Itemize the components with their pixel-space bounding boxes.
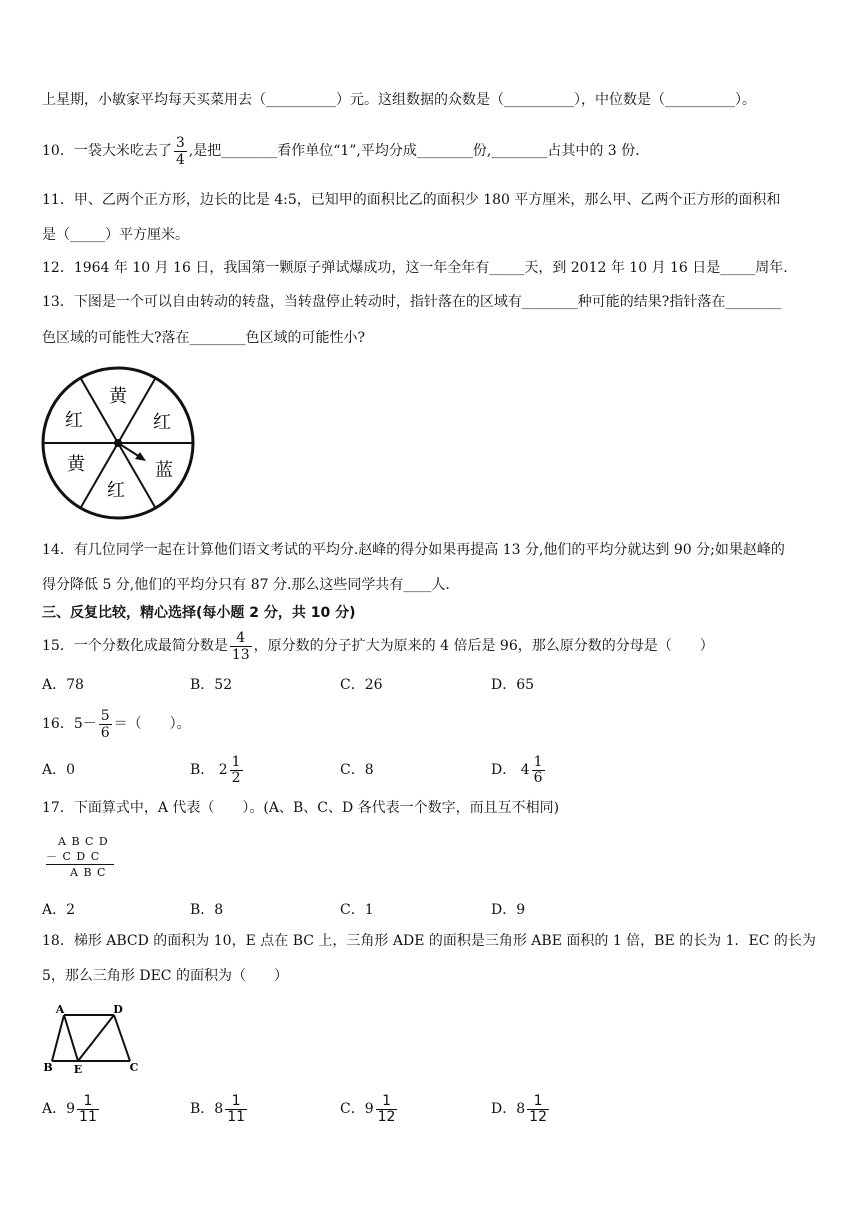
question-12: 12．1964 年 10 月 16 日，我国第一颗原子弹试爆成功，这一年全年有_____天，到 2012 年 10 月 16 日是_____周年.: [42, 260, 788, 276]
question-10-text: 一袋大米吃去了: [73, 143, 172, 159]
subtraction-row-2: － C D C: [46, 849, 114, 865]
spinner-sector-top: 黄: [109, 386, 127, 407]
question-14-line2: 得分降低 5 分,他们的平均分只有 87 分.那么这些同学共有____人.: [42, 577, 450, 593]
question-10-number: 10．: [42, 143, 74, 159]
spinner-figure: [40, 364, 200, 524]
spinner-sector-lower-left: 黄: [67, 454, 85, 475]
question-15-options: [42, 672, 822, 698]
subtraction-row-1: A B C D: [58, 835, 109, 848]
question-13-line1: 13．下图是一个可以自由转动的转盘，当转盘停止转动时，指针落在的区域有________种可能的结果?指针落在________: [42, 294, 782, 310]
vertex-d-label: D: [113, 1003, 123, 1016]
spinner-sector-upper-left: 红: [65, 410, 83, 431]
spinner-sector-bottom: 红: [107, 480, 125, 501]
vertex-e-label: E: [73, 1063, 83, 1075]
question-15: [42, 628, 714, 664]
fraction-5-6: $\frac{5}{6}$: [100, 707, 110, 741]
option-b[interactable]: B．52: [190, 677, 233, 693]
question-18-line1: 18．梯形 ABCD 的面积为 10，E 点在 BC 上，三角形 ADE 的面积是三角形 ABE 面积的 1 倍，BE 的长为 1．EC 的长为: [42, 933, 816, 949]
question-17: 17．下面算式中，A 代表（ ）。(A、B、C、D 各代表一个数字，而且互不相同): [42, 800, 560, 816]
spinner-sector-lower-right: 蓝: [155, 460, 173, 481]
option-a[interactable]: A．78: [42, 677, 84, 693]
question-15-text: 15．一个分数化成最简分数是: [42, 638, 228, 654]
option-c[interactable]: C．26: [340, 677, 383, 693]
option-d[interactable]: D．8 $\frac{1}{12}$: [491, 1092, 547, 1125]
question-13-line2: 色区域的可能性大?落在________色区域的可能性小?: [42, 330, 366, 346]
spinner-sector-upper-right: 红: [153, 412, 171, 433]
vertex-b-label: B: [43, 1061, 53, 1074]
question-17-options: [42, 897, 822, 923]
question-18-options: [42, 1088, 822, 1130]
option-a[interactable]: A．9 $\frac{1}{11}$: [42, 1092, 97, 1125]
option-c[interactable]: C．9 $\frac{1}{12}$: [340, 1092, 396, 1125]
question-16-rest: ＝（ ）。: [113, 716, 191, 732]
subtraction-figure: [46, 834, 126, 880]
subtraction-row-3: A B C: [70, 866, 107, 879]
fraction-3-4: $\frac{3}{4}$: [175, 134, 185, 168]
question-10-rest: ,是把________看作单位“1”,平均分成________份,________占其中的 3 份.: [188, 143, 640, 159]
trapezoid-figure: [42, 1003, 142, 1075]
question-10: [42, 134, 640, 168]
question-11-line1: 11．甲、乙两个正方形，边长的比是 4:5，已知甲的面积比乙的面积少 180 平方厘米，那么甲、乙两个正方形的面积和: [42, 192, 781, 208]
question-9-continuation: 上星期，小敏家平均每天买菜用去（__________）元。这组数据的众数是（__________），中位数是（__________）。: [42, 92, 756, 108]
option-d[interactable]: D． 4 $\frac{1}{6}$: [491, 753, 543, 786]
option-a[interactable]: A．2: [42, 902, 76, 918]
question-14-line1: 14．有几位同学一起在计算他们语文考试的平均分.赵峰的得分如果再提高 13 分,他们的平均分就达到 90 分;如果赵峰的: [42, 542, 785, 558]
question-11-line2: 是（_____）平方厘米。: [42, 227, 189, 243]
option-b[interactable]: B．8 $\frac{1}{11}$: [190, 1092, 246, 1125]
section-3-heading: 三、反复比较，精心选择(每小题 2 分，共 10 分): [42, 605, 356, 621]
option-c[interactable]: C．8: [340, 762, 374, 778]
question-16-options: [42, 750, 822, 790]
option-d[interactable]: D．9: [491, 902, 526, 918]
option-a[interactable]: A．0: [42, 762, 76, 778]
option-c[interactable]: C．1: [340, 902, 374, 918]
vertex-a-label: A: [55, 1003, 65, 1016]
question-16-text: 16．5－: [42, 716, 97, 732]
option-b[interactable]: B．8: [190, 902, 224, 918]
option-b[interactable]: B． 2 $\frac{1}{2}$: [190, 753, 241, 786]
option-d[interactable]: D．65: [491, 677, 535, 693]
fraction-4-13: $\frac{4}{13}$: [231, 629, 250, 663]
question-16: [42, 706, 191, 742]
question-18-line2: 5，那么三角形 DEC 的面积为（ ）: [42, 968, 288, 984]
question-15-rest: ，原分数的分子扩大为原来的 4 倍后是 96，那么原分数的分母是（ ）: [253, 638, 714, 654]
vertex-c-label: C: [129, 1061, 139, 1074]
